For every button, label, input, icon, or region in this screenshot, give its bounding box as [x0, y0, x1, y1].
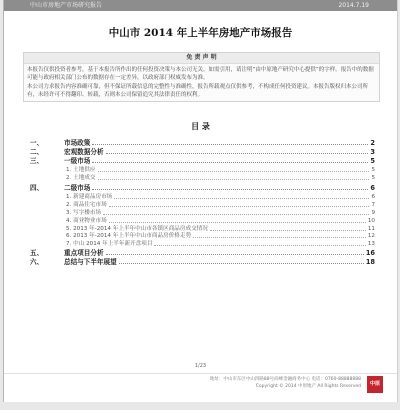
- toc-leader-dots: [92, 162, 368, 163]
- toc-leader-dots: [103, 214, 369, 215]
- toc-heading: 目 录: [191, 122, 210, 131]
- toc-page-number: 5: [370, 157, 375, 165]
- toc-section-title: 宏观数据分析: [64, 148, 104, 156]
- toc-leader-dots: [98, 171, 370, 172]
- toc-page-number: 11: [367, 226, 375, 232]
- toc-subentry-3-2[interactable]: [66, 174, 375, 182]
- toc-section-1[interactable]: [30, 139, 375, 147]
- toc-page-number: 9: [371, 210, 375, 216]
- toc-section-number: 四、: [30, 184, 44, 192]
- toc-page-number: 10: [367, 218, 375, 224]
- disclaimer-box: [23, 52, 380, 102]
- toc-subentry-title: 5. 2013 年-2014 年上半年中山市各镇区商品房成交情况: [66, 226, 208, 232]
- toc-leader-dots: [210, 230, 366, 231]
- toc-subentry-title: 7. 中山 2014 年上半年新开盘项目: [66, 241, 153, 247]
- toc-subentry-4-3[interactable]: [66, 209, 375, 217]
- toc-page-number: 5: [371, 175, 375, 181]
- toc-subentry-4-6[interactable]: [66, 232, 375, 240]
- toc-leader-dots: [92, 144, 368, 145]
- toc-section-number: 二、: [30, 148, 44, 156]
- toc-section-number: 五、: [30, 249, 44, 257]
- header-report-name: 中山市房地产市场研究报告: [30, 2, 103, 9]
- toc-leader-dots: [106, 254, 364, 255]
- page-indicator: 1/23: [194, 363, 207, 369]
- header-date: 2014.7.19: [338, 2, 369, 9]
- toc-section-title: 一级市场: [64, 157, 91, 165]
- toc-leader-dots: [98, 179, 370, 180]
- toc-page-number: 16: [365, 249, 375, 257]
- toc-page-number: 2: [370, 139, 375, 147]
- toc-page-number: 7: [371, 202, 375, 208]
- toc-section-title: 市场政策: [64, 139, 91, 147]
- toc-subentry-4-1[interactable]: [66, 193, 375, 201]
- toc-section-number: 六、: [30, 258, 44, 266]
- toc-section-title: 二级市场: [64, 184, 91, 192]
- toc-page-number: 6: [371, 194, 375, 200]
- toc-section-4[interactable]: [30, 184, 375, 192]
- toc-subentry-title: 1. 土地供应: [66, 167, 96, 173]
- toc-leader-dots: [109, 222, 366, 223]
- disclaimer-paragraph-1: 本报告仅供投资者参考，基于本报告所作出的任何投资决策与本公司无关。如需引用，请注明“由中原地产研究中心提供”的字样。报告中的数据可能与政府相关部门公布的数据存在一定差异，以政府部门权威发布为准。: [27, 67, 374, 82]
- footer-address-line: 地址：中山市东区中山四路88号尚峰金融商务中心 电话：0760-88888888: [209, 377, 361, 382]
- toc-leader-dots: [109, 206, 370, 207]
- toc-section-title: 重点项目分析: [64, 249, 104, 257]
- footer-contact: [210, 377, 361, 390]
- toc-subentry-3-1[interactable]: [66, 166, 375, 174]
- company-logo: 中原: [367, 376, 383, 393]
- toc-subentry-title: 2. 土地成交: [66, 175, 96, 181]
- toc-page-number: 13: [367, 241, 375, 247]
- toc-leader-dots: [193, 237, 366, 238]
- document-page: [3, 0, 398, 402]
- toc-section-number: 一、: [30, 139, 44, 147]
- footer-copyright-line: Copyright © 2014 中原地产 All Rights Reserved: [255, 383, 361, 389]
- toc-section-number: 三、: [30, 157, 44, 165]
- toc-subentry-title: 6. 2013 年-2014 年上半年中山市商品房价格走势: [66, 233, 192, 239]
- disclaimer-paragraph-2: 本公司力求报告内容准确可靠，但不保证所载信息的完整性与准确性，报告所载观点仅供参考，不构成任何投资建议。本报告版权归本公司所有，未经许可不得翻印、转载，否则本公司保留追究其法律责任的权利。: [27, 83, 369, 99]
- toc-page-number: 3: [370, 148, 375, 156]
- toc-subentry-4-4[interactable]: [66, 217, 375, 225]
- toc-section-5[interactable]: [30, 249, 375, 257]
- toc-subentry-title: 1. 新建商品房市场: [66, 194, 113, 200]
- toc-section-6[interactable]: [30, 258, 375, 266]
- toc-section-3[interactable]: [30, 157, 375, 165]
- toc-page-number: 6: [370, 184, 375, 192]
- report-title: 中山市 2014 年上半年房地产市场报告: [108, 27, 293, 39]
- toc-section-2[interactable]: [30, 148, 375, 156]
- toc-subentry-title: 3. 写字楼市场: [66, 210, 102, 216]
- toc-section-title: 总结与下半年展望: [64, 258, 117, 266]
- toc-subentry-title: 2. 商品住宅市场: [66, 202, 107, 208]
- toc-leader-dots: [92, 189, 368, 190]
- page-footer: [4, 373, 397, 396]
- toc-leader-dots: [106, 153, 369, 154]
- toc-page-number: 5: [371, 167, 375, 173]
- toc-leader-dots: [114, 198, 369, 199]
- toc-subentry-4-2[interactable]: [66, 201, 375, 209]
- header-bar: [4, 0, 397, 11]
- toc-subentry-title: 4. 商业物业市场: [66, 218, 107, 224]
- toc-subentry-4-7[interactable]: [66, 240, 375, 248]
- disclaimer-heading: 免 责 声 明: [24, 53, 379, 64]
- toc-page-number: 12: [367, 233, 375, 239]
- toc-leader-dots: [119, 263, 364, 264]
- toc-leader-dots: [154, 245, 365, 246]
- toc-page-number: 18: [365, 258, 375, 266]
